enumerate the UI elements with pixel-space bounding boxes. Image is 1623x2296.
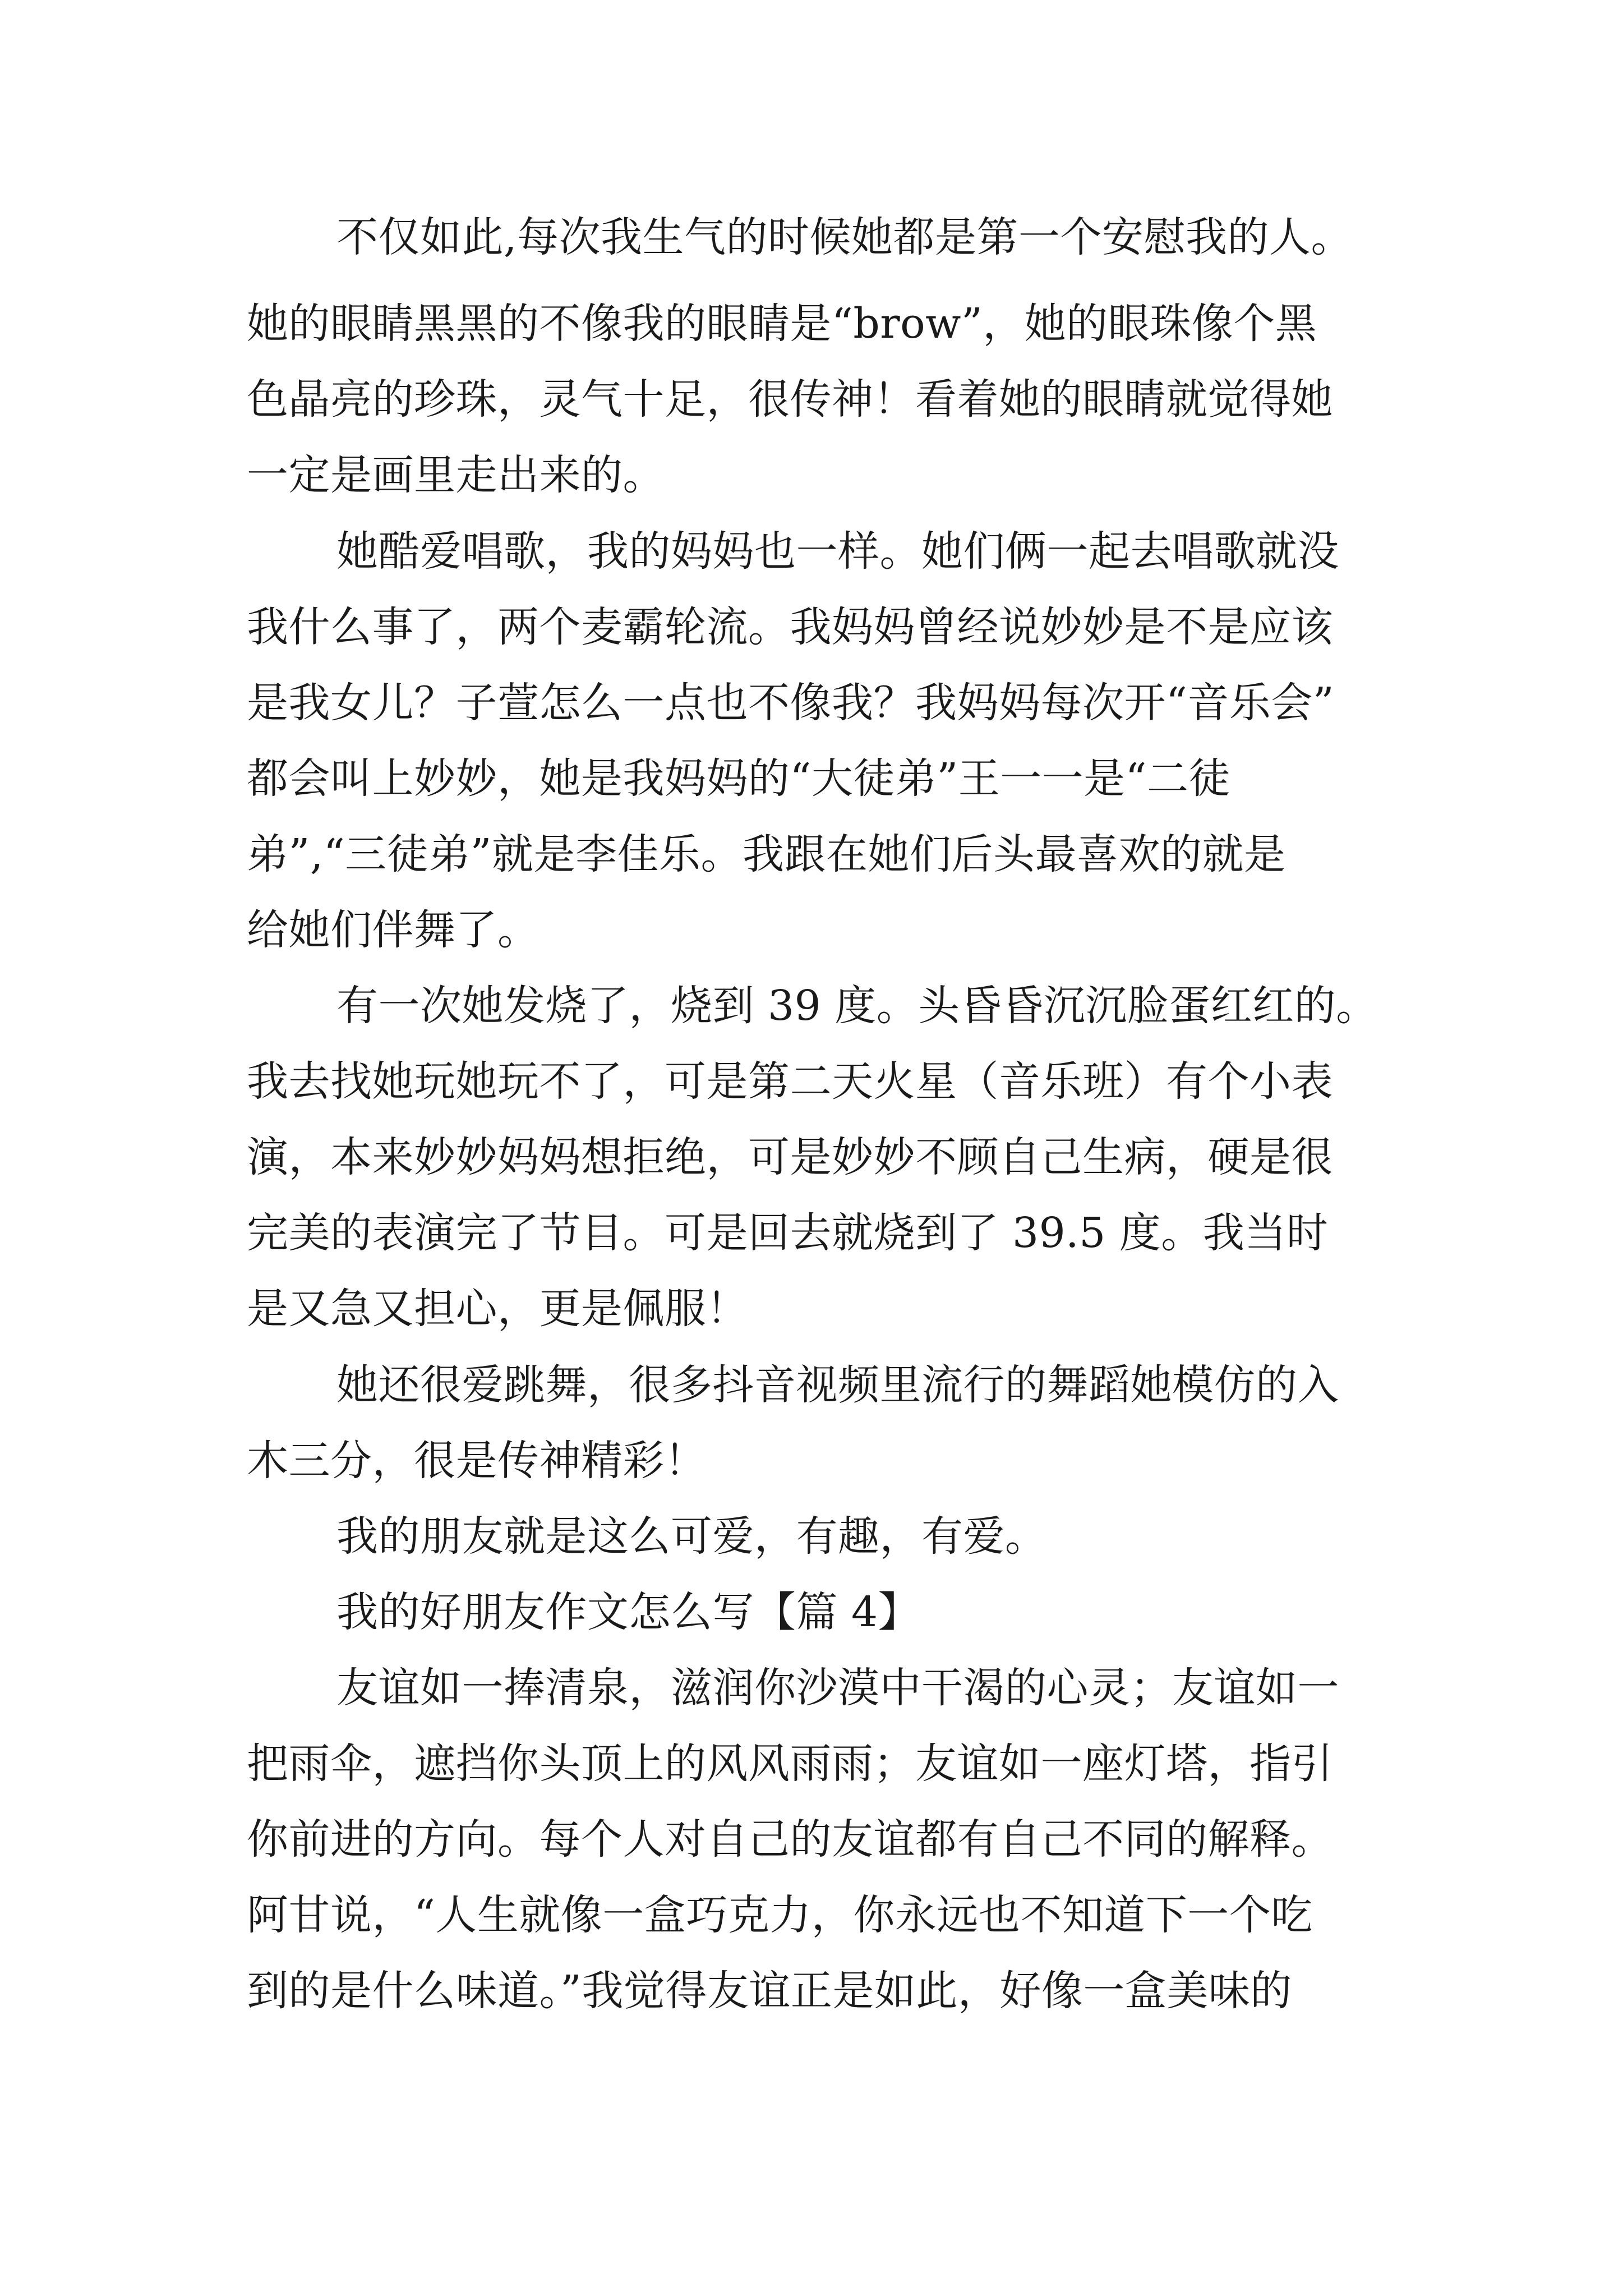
text-line: 色晶亮的珍珠，灵气十足，很传神！看着她的眼睛就觉得她 [247, 375, 1333, 424]
text-line: 她酷爱唱歌，我的妈妈也一样。她们俩一起去唱歌就没 [336, 527, 1339, 576]
text-line: 她的眼睛黑黑的不像我的眼睛是“brow”，她的眼珠像个黑 [247, 300, 1317, 348]
text-line: 完美的表演完了节目。可是回去就烧到了 39.5 度。我当时 [247, 1209, 1329, 1257]
text-line: 一定是画里走出来的。 [247, 451, 665, 499]
text-line: 我的朋友就是这么可爱，有趣，有爱。 [336, 1512, 1047, 1561]
text-line: 友谊如一捧清泉，滋润你沙漠中干渴的心灵；友谊如一 [336, 1664, 1339, 1712]
text-line: 她还很爱跳舞，很多抖音视频里流行的舞蹈她模仿的入 [336, 1361, 1339, 1409]
text-line: 是我女儿？子萱怎么一点也不像我？我妈妈每次开“音乐会” [247, 679, 1335, 727]
text-line: 到的是什么味道。”我觉得友谊正是如此，好像一盒美味的 [247, 1967, 1292, 2015]
text-line: 把雨伞，遮挡你头顶上的风风雨雨；友谊如一座灯塔，指引 [247, 1740, 1333, 1788]
text-line: 我什么事了，两个麦霸轮流。我妈妈曾经说妙妙是不是应该 [247, 603, 1333, 651]
text-line: 你前进的方向。每个人对自己的友谊都有自己不同的解释。 [247, 1815, 1333, 1864]
text-line: 有一次她发烧了，烧到 39 度。头昏昏沉沉脸蛋红红的。 [336, 982, 1378, 1030]
text-line: 给她们伴舞了。 [247, 906, 540, 954]
text-line: 演，本来妙妙妈妈想拒绝，可是妙妙不顾自己生病，硬是很 [247, 1133, 1333, 1181]
text-line: 弟”,“三徒弟”就是李佳乐。我跟在她们后头最喜欢的就是 [247, 830, 1286, 878]
text-line: 阿甘说，“人生就像一盒巧克力，你永远也不知道下一个吃 [247, 1891, 1313, 1939]
section-heading: 我的好朋友作文怎么写【篇 4】 [336, 1588, 920, 1636]
text-line: 是又急又担心，更是佩服！ [247, 1285, 748, 1333]
text-line: 都会叫上妙妙，她是我妈妈的“大徒弟”王一一是“二徒 [247, 754, 1230, 803]
text-line: 木三分，很是传神精彩！ [247, 1437, 707, 1485]
text-line: 我去找她玩她玩不了，可是第二天火星（音乐班）有个小表 [247, 1057, 1333, 1106]
text-line: 不仅如此,每次我生气的时候她都是第一个安慰我的人。 [336, 213, 1353, 261]
